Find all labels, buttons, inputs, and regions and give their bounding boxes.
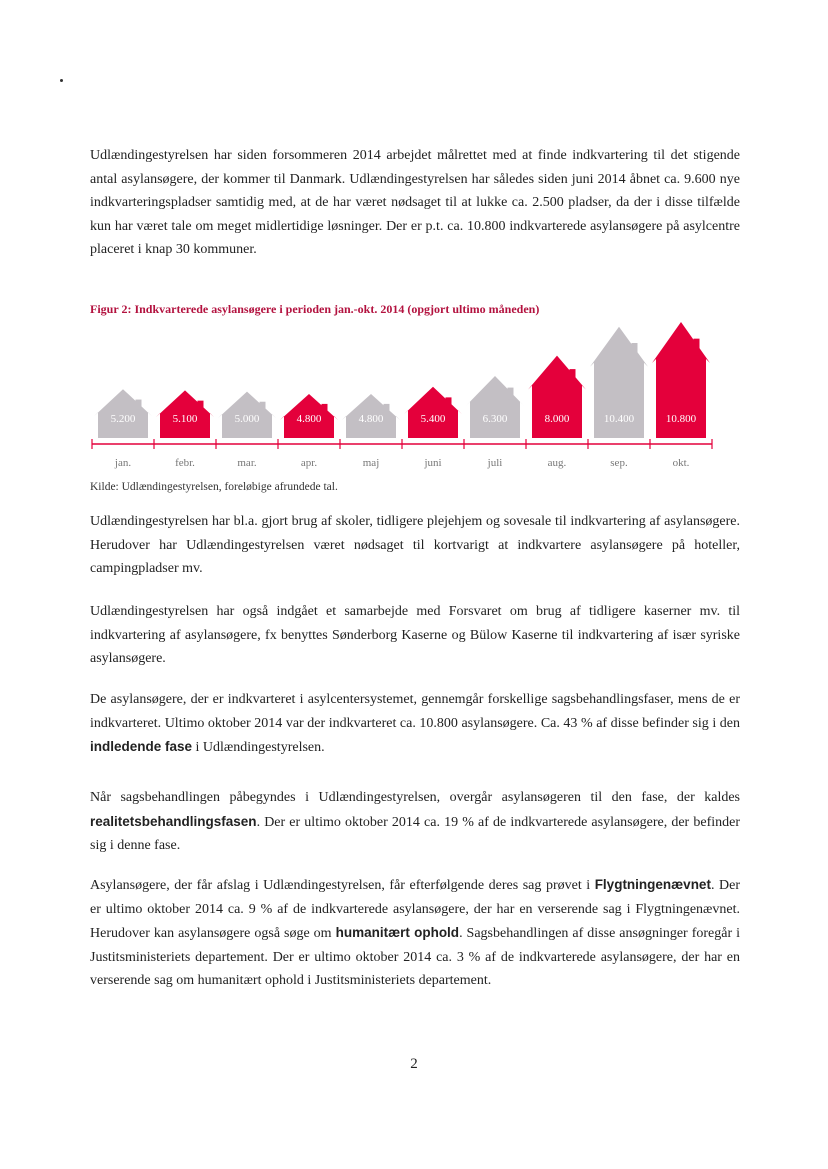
paragraph-2-text: Udlændingestyrelsen har bl.a. gjort brug af skoler, tidligere plejehjem og sovesale til indkvartering af asylansøgere. Herudover har Udlændingestyrelsen været nødsaget til kortvarigt at indkvartere asylansøgere på hoteller, campingpladser mv. xyxy=(90,514,740,576)
bar-value-label: 8.000 xyxy=(544,413,570,425)
paragraph-2 xyxy=(90,510,740,581)
bar-chimney xyxy=(508,388,514,400)
page-number: 2 xyxy=(410,1056,418,1072)
paragraph-6-bold-1: Flygtningenævnet xyxy=(594,877,711,892)
paragraph-6-text-a: Asylansøgere, der får afslag i Udlændingestyrelsen, får efterfølgende deres sag prøvet i xyxy=(90,878,595,893)
paragraph-6-bold-2: humanitært ophold xyxy=(335,925,460,940)
bar-value-label: 5.100 xyxy=(172,413,198,425)
paragraph-5 xyxy=(90,786,740,858)
bar-house-juli xyxy=(466,376,524,438)
bar-value-label: 5.000 xyxy=(234,413,260,425)
x-tick-label: apr. xyxy=(300,457,318,469)
paragraph-1-text: Udlændingestyrelsen har siden forsommeren 2014 arbejdet målrettet med at finde indkvartering til det stigende antal asylansøgere, der kommer til Danmark. Udlændingestyrelsen har således siden juni 2014 åbnet ca. 9.600 nye indkvarteringspladser samtidig med, at de har været nødsaget til at lukke ca. 2.500 pladser, da der i disse tilfælde kun har været tale om meget midlertidige løsninger. Der er p.t. ca. 10.800 indkvarterede asylansøgere på asylcentre placeret i knap 30 kommuner. xyxy=(90,148,740,257)
paragraph-3 xyxy=(90,600,740,671)
bar-house-aug xyxy=(528,356,586,438)
x-tick-label: jan. xyxy=(114,457,132,469)
scan-dot xyxy=(60,79,63,82)
paragraph-6-text-c: . Der er ultimo oktober 2014 ca. 9 % af de indkvarterede asylansøgere, der har en verserende sag i Flygtningenævnet. Herudover kan asylansøgere også søge om xyxy=(90,878,740,941)
paragraph-5-text-c: . Der er ultimo oktober 2014 ca. 19 % af de indkvarterede asylansøgere, der befinder sig i denne fase. xyxy=(90,814,740,853)
housing-chart xyxy=(84,314,724,474)
x-tick-label: juni xyxy=(424,457,442,469)
figure-source: Kilde: Udlændingestyrelsen, foreløbige afrundede tal. xyxy=(90,481,338,493)
bar-value-label: 4.800 xyxy=(358,413,384,425)
paragraph-5-bold: realitetsbehandlingsfasen xyxy=(90,813,257,829)
bar-chimney xyxy=(198,401,204,411)
bar-value-label: 5.200 xyxy=(110,413,136,425)
paragraph-6 xyxy=(90,873,740,993)
paragraph-4-text-c: i Udlændingestyrelsen. xyxy=(192,740,325,755)
paragraph-3-text: Udlændingestyrelsen har også indgået et samarbejde med Forsvaret om brug af tidligere kaserner mv. til indkvartering af asylansøgere, fx benyttes Sønderborg Kaserne og Bülow Kaserne til indkvartering af især syriske asylansøgere. xyxy=(90,604,740,666)
bar-value-label: 10.800 xyxy=(665,413,697,425)
bar-chimney xyxy=(694,339,700,356)
x-tick-label: okt. xyxy=(672,457,690,469)
bar-chimney xyxy=(384,404,390,414)
paragraph-4 xyxy=(90,688,740,760)
bar-value-label: 10.400 xyxy=(603,413,635,425)
bar-value-label: 4.800 xyxy=(296,413,322,425)
x-tick-label: maj xyxy=(362,457,380,469)
x-tick-label: mar. xyxy=(237,457,257,469)
figure-title: Figur 2: Indkvarterede asylansøgere i perioden jan.-okt. 2014 (opgjort ultimo måneden) xyxy=(90,302,540,316)
x-tick-label: sep. xyxy=(610,457,628,469)
paragraph-1 xyxy=(90,144,740,262)
bar-chimney xyxy=(322,404,328,414)
bar-chimney xyxy=(632,343,638,359)
bar-chimney xyxy=(136,400,142,410)
bar-chimney xyxy=(446,397,452,408)
paragraph-4-bold: indledende fase xyxy=(90,739,193,754)
bar-chimney xyxy=(570,369,576,383)
bar-value-label: 6.300 xyxy=(482,413,508,425)
x-tick-label: juli xyxy=(487,457,503,469)
x-tick-label: febr. xyxy=(175,457,195,469)
paragraph-4-text-a: De asylansøgere, der er indkvarteret i asylcentersystemet, gennemgår forskellige sagsbehandlingsfaser, mens de er indkvarteret. Ultimo oktober 2014 var der indkvarteret ca. 10.800 asylansøgere. Ca. 43 % af disse befinder sig i den xyxy=(90,692,740,731)
x-tick-label: aug. xyxy=(547,457,567,469)
paragraph-5-text-a: Når sagsbehandlingen påbegyndes i Udlændingestyrelsen, overgår asylansøgeren til den fase, der kaldes xyxy=(90,790,740,805)
paragraph-6-text-e: . Sagsbehandlingen af disse ansøgninger foregår i Justitsministeriets departement. Der er ultimo oktober 2014 ca. 3 % af de indkvarterede asylansøgere, der har en verserende sag om humanitært ophold i Justitsministeriets departement. xyxy=(90,926,741,988)
bar-value-label: 5.400 xyxy=(420,413,446,425)
bar-chimney xyxy=(260,402,266,412)
